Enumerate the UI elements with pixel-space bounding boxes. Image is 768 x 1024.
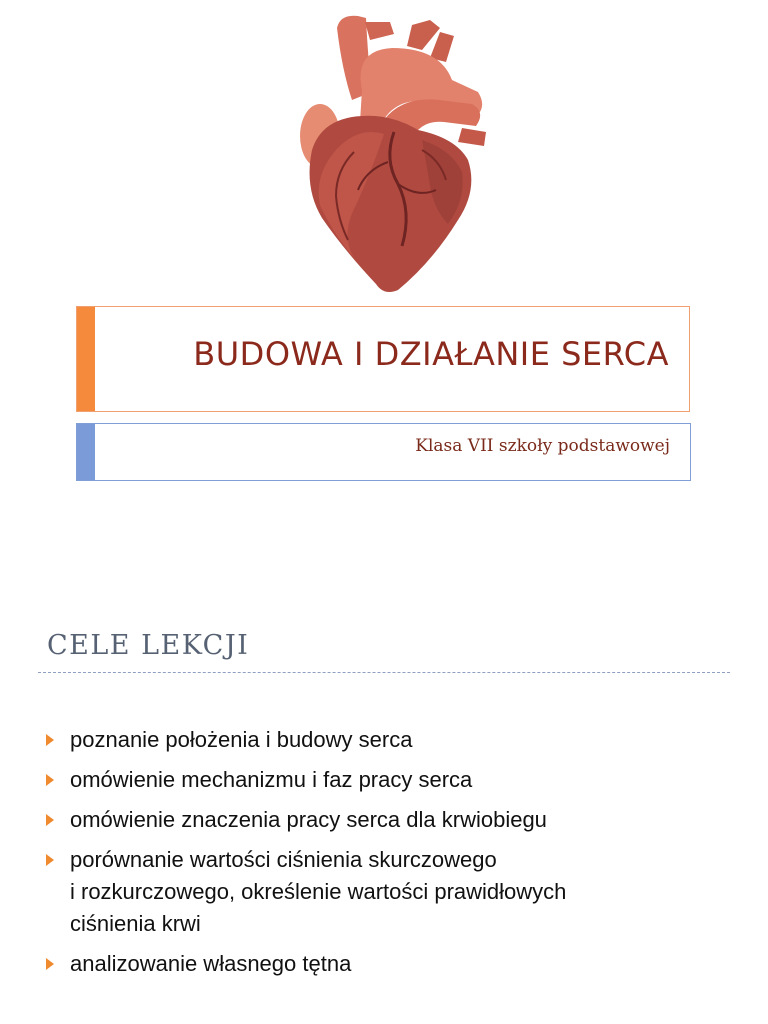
title-accent-bar — [77, 307, 95, 411]
goal-item — [46, 764, 736, 796]
title-box — [76, 306, 690, 412]
section-divider — [38, 672, 730, 673]
goal-item — [46, 844, 736, 940]
subtitle-box — [76, 423, 691, 481]
slide-title: BUDOWA I DZIAŁANIE SERCA — [193, 335, 669, 373]
goal-item — [46, 804, 736, 836]
goal-text-line-3: ciśnienia krwi — [70, 911, 201, 936]
slide-subtitle: Klasa VII szkoły podstawowej — [415, 436, 670, 456]
goal-text: poznanie położenia i budowy serca — [70, 727, 413, 752]
anatomical-heart-illustration — [122, 0, 652, 298]
heart-illustration — [122, 0, 652, 298]
goal-text: analizowanie własnego tętna — [70, 951, 352, 976]
subtitle-accent-bar — [77, 424, 95, 480]
goal-text: omówienie mechanizmu i faz pracy serca — [70, 767, 473, 792]
triangle-bullet-icon — [46, 814, 54, 826]
goals-list — [46, 724, 736, 988]
triangle-bullet-icon — [46, 734, 54, 746]
goal-item — [46, 724, 736, 756]
goal-text-line-2: i rozkurczowego, określenie wartości prawidłowych — [70, 879, 567, 904]
triangle-bullet-icon — [46, 774, 54, 786]
goal-item — [46, 948, 736, 980]
goal-text: omówienie znaczenia pracy serca dla krwiobiegu — [70, 807, 547, 832]
triangle-bullet-icon — [46, 854, 54, 866]
section-heading: CELE LEKCJI — [47, 630, 250, 661]
triangle-bullet-icon — [46, 958, 54, 970]
goal-text-line-1: porównanie wartości ciśnienia skurczowego — [70, 847, 497, 872]
